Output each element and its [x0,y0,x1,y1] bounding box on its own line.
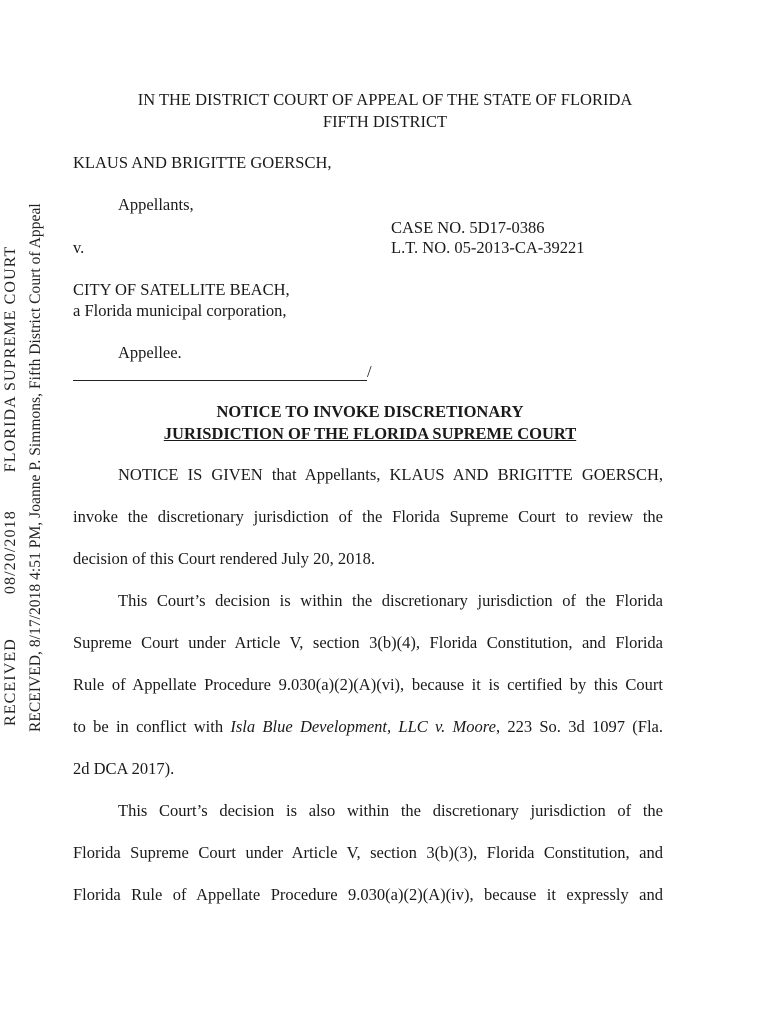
body-p2-line1: This Court’s decision is within the discretionary jurisdiction of the Florida [118,591,663,610]
body-p2-line2: Supreme Court under Article V, section 3(b)(4), Florida Constitution, and Florida [73,633,663,652]
appellee-name: CITY OF SATELLITE BEACH, [73,280,290,299]
stamp-court: FLORIDA SUPREME COURT [2,245,19,473]
received-district-court-stamp: RECEIVED, 8/17/2018 4:51 PM, Joanne P. Simmons, Fifth District Court of Appeal [27,203,44,732]
case-number: CASE NO. 5D17-0386 [391,218,545,237]
appellants-role: Appellants, [118,195,194,214]
court-heading-line1: IN THE DISTRICT COURT OF APPEAL OF THE STATE OF FLORIDA [137,90,633,109]
body-p3-line2: Florida Supreme Court under Article V, section 3(b)(3), Florida Constitution, and [73,843,663,862]
body-p2-line4 [73,717,663,737]
lower-tribunal-number: L.T. NO. 05-2013-CA-39221 [391,238,585,257]
caption-divider [73,380,367,381]
received-supreme-court-stamp [2,246,20,726]
notice-title-line1: NOTICE TO INVOKE DISCRETIONARY [216,402,524,421]
body-p3-line1: This Court’s decision is also within the discretionary jurisdiction of the [118,801,663,820]
body-p1-line2: invoke the discretionary jurisdiction of the Florida Supreme Court to review the [73,507,663,526]
appellants-name: KLAUS AND BRIGITTE GOERSCH, [73,153,332,172]
court-heading-line2: FIFTH DISTRICT [322,112,448,131]
body-p2-line3: Rule of Appellate Procedure 9.030(a)(2)(A)(vi), because it is certified by this Court [73,675,663,694]
body-p3-line3: Florida Rule of Appellate Procedure 9.030(a)(2)(A)(iv), because it expressly and [73,885,663,904]
body-p2-line4-post: , 223 So. 3d 1097 (Fla. [495,717,663,736]
notice-title-line2: JURISDICTION OF THE FLORIDA SUPREME COURT [163,424,577,443]
stamp-date: 08/20/2018 [2,510,19,595]
versus: v. [73,238,85,257]
caption-slash: / [367,362,372,381]
case-citation-italic: Isla Blue Development, LLC v. Moore [230,717,496,736]
stamp-received: RECEIVED [2,638,19,726]
appellee-role: Appellee. [118,343,182,362]
body-p2-line4-pre: to be in conflict with [73,717,231,736]
appellee-description: a Florida municipal corporation, [73,301,287,320]
body-p1-line1: NOTICE IS GIVEN that Appellants, KLAUS AND BRIGITTE GOERSCH, [118,465,663,484]
body-p1-line3: decision of this Court rendered July 20, 2018. [73,549,375,568]
body-p2-line5: 2d DCA 2017). [73,759,175,778]
